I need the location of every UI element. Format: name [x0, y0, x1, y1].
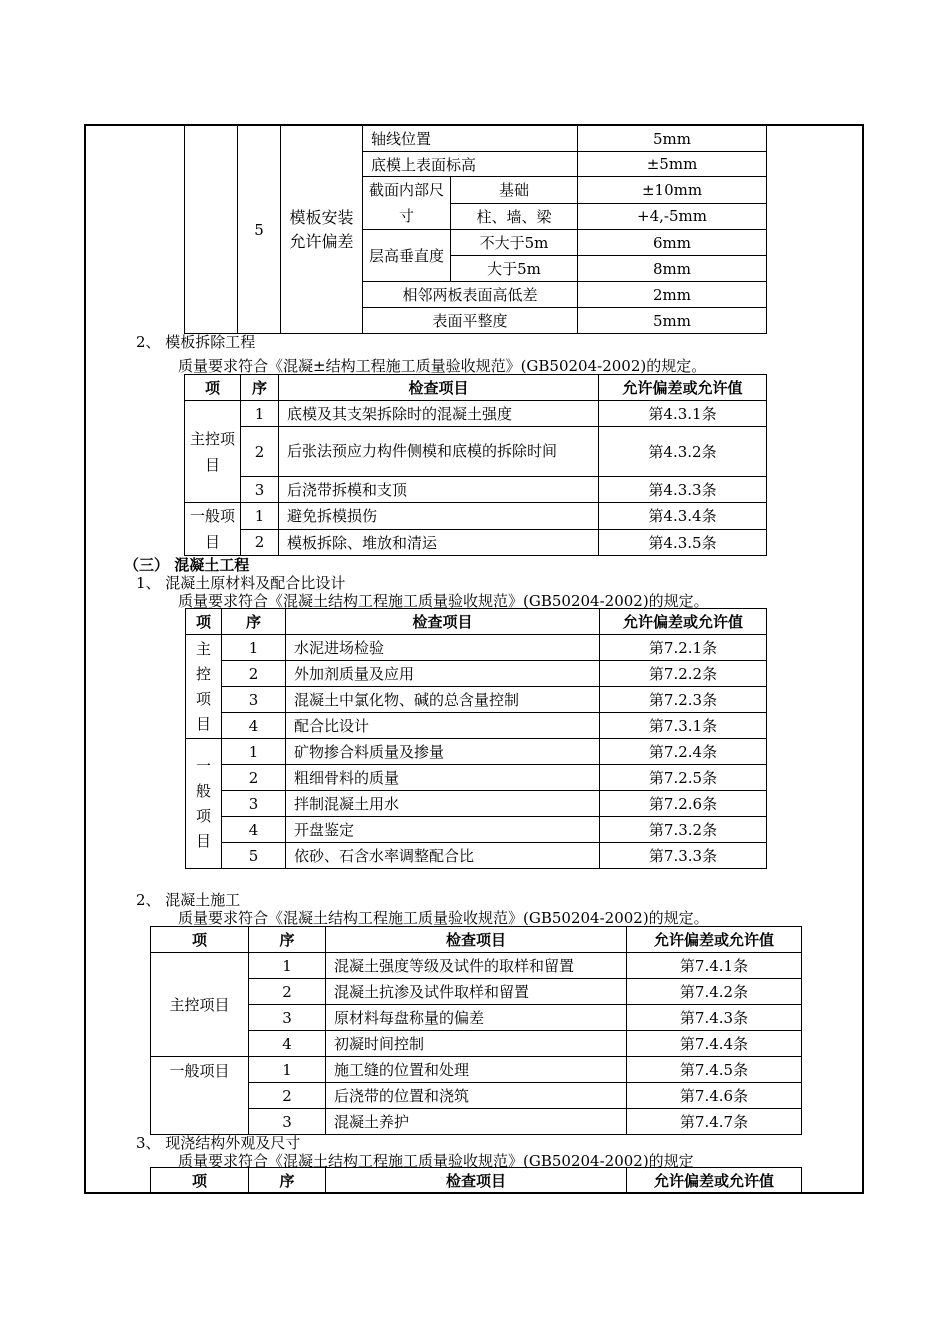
row-no: 3	[241, 477, 279, 503]
row-no: 1	[222, 635, 286, 661]
header-check: 检查项目	[286, 609, 600, 635]
row-item: 原材料每盘称量的偏差	[326, 1005, 627, 1031]
row-no: 1	[222, 739, 286, 765]
row-value: 第4.3.2条	[599, 427, 767, 477]
formwork-tolerance-table	[184, 125, 767, 334]
group-general: 一般项目	[185, 503, 241, 556]
row-item: 配合比设计	[286, 713, 600, 739]
row-value: ±10mm	[578, 177, 767, 204]
row-value: 5mm	[578, 308, 767, 334]
header-tolerance: 允许偏差或允许值	[627, 927, 802, 953]
row-no: 4	[249, 1031, 326, 1057]
header-tolerance: 允许偏差或允许值	[627, 1168, 802, 1194]
chapter-title: （三） 混凝土工程	[124, 556, 250, 574]
row-value: 第7.2.5条	[600, 765, 767, 791]
row-value: 第7.2.6条	[600, 791, 767, 817]
section-note: 质量要求符合《混凝土结构工程施工质量验收规范》(GB50204-2002)的规定。	[178, 909, 709, 927]
row-value: 第7.2.2条	[600, 661, 767, 687]
item-name: 模板安装允许偏差	[281, 126, 363, 334]
row-value: 第7.4.2条	[627, 979, 802, 1005]
row-item: 混凝土中氯化物、碱的总含量控制	[286, 687, 600, 713]
header-no: 序	[222, 609, 286, 635]
pour-table	[150, 926, 802, 1135]
group-main: 主 控 项 目	[186, 635, 222, 739]
row-item: 粗细骨料的质量	[286, 765, 600, 791]
blank-col	[185, 126, 238, 334]
material-table	[185, 608, 767, 869]
header-item: 项	[185, 375, 241, 401]
row-item: 水泥进场检验	[286, 635, 600, 661]
section-note: 质量要求符合《混凝土结构工程施工质量验收规范》(GB50204-2002)的规定。	[178, 592, 709, 610]
row-no: 3	[249, 1005, 326, 1031]
row-value: 第7.2.3条	[600, 687, 767, 713]
removal-table	[184, 374, 767, 556]
row-item: 混凝土抗渗及试件取样和留置	[326, 979, 627, 1005]
row-item: 避免拆模损伤	[279, 503, 599, 530]
row-no: 1	[241, 401, 279, 427]
row-label: 轴线位置	[363, 126, 578, 152]
row-value: 第7.4.7条	[627, 1109, 802, 1135]
group-label: 截面内部尺寸	[363, 177, 451, 230]
row-value: +4,-5mm	[578, 203, 767, 230]
row-no: 2	[222, 661, 286, 687]
sub-label: 基础	[451, 177, 578, 204]
row-no: 4	[222, 817, 286, 843]
sub-label: 大于5m	[451, 256, 578, 282]
row-item: 模板拆除、堆放和清运	[279, 529, 599, 556]
header-no: 序	[241, 375, 279, 401]
cast-table	[150, 1167, 802, 1194]
row-value: 第4.3.1条	[599, 401, 767, 427]
header-check: 检查项目	[279, 375, 599, 401]
row-item: 依砂、石含水率调整配合比	[286, 843, 600, 869]
row-no: 2	[222, 765, 286, 791]
row-no: 1	[249, 1057, 326, 1083]
header-no: 序	[249, 927, 326, 953]
row-item: 拌制混凝土用水	[286, 791, 600, 817]
header-check: 检查项目	[326, 927, 627, 953]
header-item: 项	[151, 1168, 249, 1194]
row-no: 3	[222, 791, 286, 817]
row-item: 后浇带拆模和支顶	[279, 477, 599, 503]
row-label: 表面平整度	[363, 308, 578, 334]
group-main: 主控项目	[185, 401, 241, 503]
row-no: 2	[249, 979, 326, 1005]
row-item: 外加剂质量及应用	[286, 661, 600, 687]
row-value: 2mm	[578, 282, 767, 308]
row-item: 开盘鉴定	[286, 817, 600, 843]
row-label: 相邻两板表面高低差	[363, 282, 578, 308]
row-value: 8mm	[578, 256, 767, 282]
row-value: 第4.3.3条	[599, 477, 767, 503]
header-check: 检查项目	[326, 1168, 627, 1194]
header-tolerance: 允许偏差或允许值	[600, 609, 767, 635]
row-value: 第7.4.1条	[627, 953, 802, 979]
header-item: 项	[186, 609, 222, 635]
row-no: 2	[249, 1083, 326, 1109]
row-value: 第7.2.4条	[600, 739, 767, 765]
header-tolerance: 允许偏差或允许值	[599, 375, 767, 401]
row-label: 底模上表面标高	[363, 152, 578, 177]
row-item: 后张法预应力构件侧模和底模的拆除时间	[279, 427, 599, 477]
sub-label: 柱、墙、梁	[451, 203, 578, 230]
row-no: 4	[222, 713, 286, 739]
row-value: 第7.4.5条	[627, 1057, 802, 1083]
row-no: 3	[249, 1109, 326, 1135]
row-no: 2	[241, 529, 279, 556]
row-item: 施工缝的位置和处理	[326, 1057, 627, 1083]
row-item: 初凝时间控制	[326, 1031, 627, 1057]
row-value: 第4.3.5条	[599, 529, 767, 556]
group-label: 层高垂直度	[363, 230, 451, 282]
row-value: 第7.3.2条	[600, 817, 767, 843]
row-value: 第7.3.1条	[600, 713, 767, 739]
section-title: 2、 模板拆除工程	[136, 333, 256, 351]
section-title: 3、 现浇结构外观及尺寸	[136, 1134, 301, 1152]
row-value: 第7.4.4条	[627, 1031, 802, 1057]
row-no: 1	[249, 953, 326, 979]
row-value: 第7.2.1条	[600, 635, 767, 661]
section-title: 1、 混凝土原材料及配合比设计	[136, 574, 346, 592]
row-value: 第4.3.4条	[599, 503, 767, 530]
row-item: 后浇带的位置和浇筑	[326, 1083, 627, 1109]
row-no: 3	[222, 687, 286, 713]
header-item: 项	[151, 927, 249, 953]
row-no: 5	[222, 843, 286, 869]
section-title: 2、 混凝土施工	[136, 891, 241, 909]
row-value: 第7.4.3条	[627, 1005, 802, 1031]
row-no: 1	[241, 503, 279, 530]
row-value: 6mm	[578, 230, 767, 256]
item-no: 5	[238, 126, 281, 334]
row-value: ±5mm	[578, 152, 767, 177]
row-no: 2	[241, 427, 279, 477]
sub-label: 不大于5m	[451, 230, 578, 256]
row-value: 第7.4.6条	[627, 1083, 802, 1109]
section-note: 质量要求符合《混凝±结构工程施工质量验收规范》(GB50204-2002)的规定。	[178, 357, 707, 375]
row-item: 底模及其支架拆除时的混凝土强度	[279, 401, 599, 427]
section-note: 质量要求符合《混凝土结构工程施工质量验收规范》(GB50204-2002)的规定	[178, 1152, 694, 1170]
group-general: 一般项目	[151, 1057, 249, 1135]
row-item: 矿物掺合料质量及掺量	[286, 739, 600, 765]
row-value: 5mm	[578, 126, 767, 152]
row-item: 混凝土强度等级及试件的取样和留置	[326, 953, 627, 979]
group-main: 主控项目	[151, 953, 249, 1057]
row-item: 混凝土养护	[326, 1109, 627, 1135]
header-no: 序	[249, 1168, 326, 1194]
group-general: 一 般 项 目	[186, 739, 222, 869]
row-value: 第7.3.3条	[600, 843, 767, 869]
